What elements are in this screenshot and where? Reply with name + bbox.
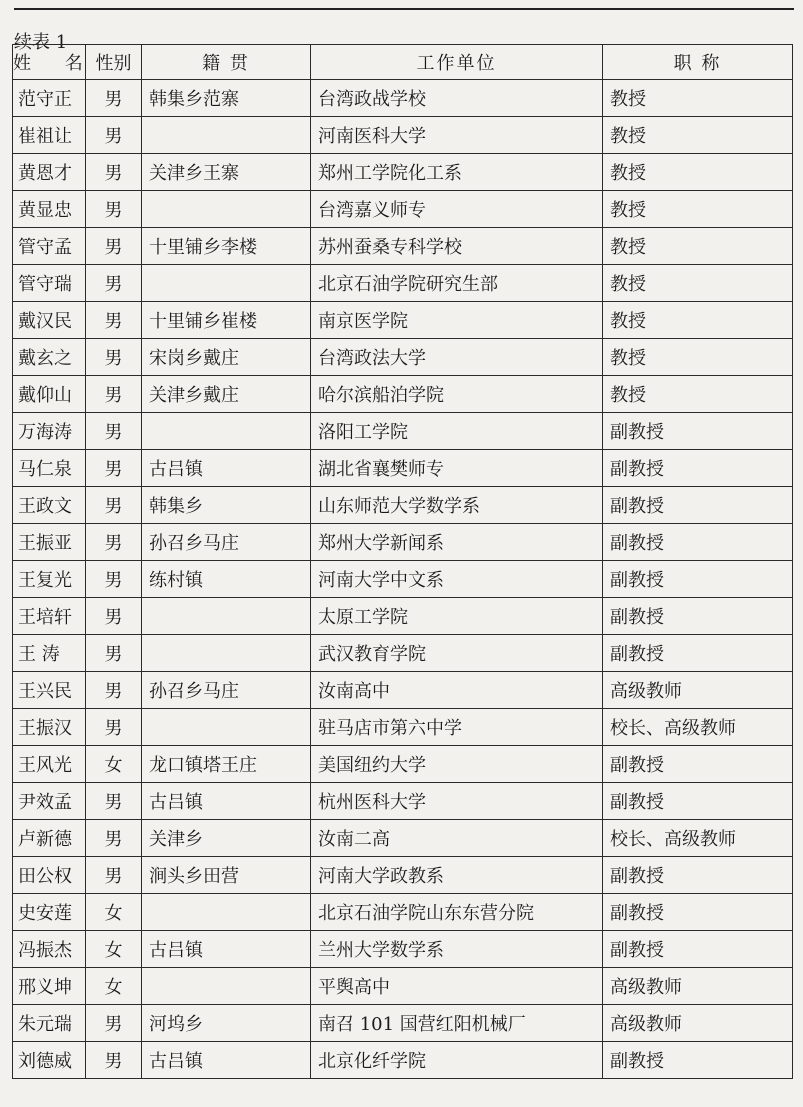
cell-gender: 男 — [86, 265, 142, 302]
cell-native-place: 练村镇 — [142, 561, 311, 598]
table-row — [13, 598, 793, 635]
cell-work-unit: 台湾嘉义师专 — [311, 191, 603, 228]
cell-gender: 男 — [86, 487, 142, 524]
cell-gender: 男 — [86, 302, 142, 339]
column-header-native-place: 籍 贯 — [142, 45, 311, 80]
cell-work-unit: 美国纽约大学 — [311, 746, 603, 783]
cell-name: 王政文 — [13, 487, 86, 524]
cell-work-unit: 郑州大学新闻系 — [311, 524, 603, 561]
cell-native-place: 韩集乡范寨 — [142, 80, 311, 117]
cell-name: 万海涛 — [13, 413, 86, 450]
cell-work-unit: 湖北省襄樊师专 — [311, 450, 603, 487]
cell-gender: 男 — [86, 1042, 142, 1079]
cell-native-place: 关津乡戴庄 — [142, 376, 311, 413]
cell-name: 范守正 — [13, 80, 86, 117]
cell-name: 王 涛 — [13, 635, 86, 672]
cell-name: 崔祖让 — [13, 117, 86, 154]
cell-job-title: 副教授 — [603, 857, 793, 894]
cell-native-place: 孙召乡马庄 — [142, 524, 311, 561]
cell-work-unit: 南京医学院 — [311, 302, 603, 339]
cell-work-unit: 太原工学院 — [311, 598, 603, 635]
cell-gender: 男 — [86, 154, 142, 191]
cell-work-unit: 杭州医科大学 — [311, 783, 603, 820]
cell-work-unit: 河南大学中文系 — [311, 561, 603, 598]
cell-native-place — [142, 968, 311, 1005]
cell-gender: 女 — [86, 931, 142, 968]
cell-job-title: 副教授 — [603, 561, 793, 598]
table-row — [13, 265, 793, 302]
cell-gender: 男 — [86, 339, 142, 376]
cell-gender: 男 — [86, 524, 142, 561]
cell-name: 刘德威 — [13, 1042, 86, 1079]
cell-name: 冯振杰 — [13, 931, 86, 968]
cell-work-unit: 苏州蚕桑专科学校 — [311, 228, 603, 265]
cell-gender: 男 — [86, 635, 142, 672]
cell-gender: 男 — [86, 1005, 142, 1042]
cell-native-place: 古吕镇 — [142, 450, 311, 487]
cell-native-place — [142, 709, 311, 746]
cell-native-place: 孙召乡马庄 — [142, 672, 311, 709]
table-row — [13, 857, 793, 894]
cell-native-place — [142, 117, 311, 154]
cell-gender: 男 — [86, 450, 142, 487]
cell-job-title: 副教授 — [603, 524, 793, 561]
cell-name: 管守瑞 — [13, 265, 86, 302]
table-row — [13, 487, 793, 524]
cell-gender: 男 — [86, 709, 142, 746]
cell-work-unit: 郑州工学院化工系 — [311, 154, 603, 191]
table-row — [13, 117, 793, 154]
table-row — [13, 450, 793, 487]
cell-native-place: 龙口镇塔王庄 — [142, 746, 311, 783]
cell-name: 王振汉 — [13, 709, 86, 746]
table-row — [13, 709, 793, 746]
cell-work-unit: 河南医科大学 — [311, 117, 603, 154]
table-row — [13, 746, 793, 783]
cell-gender: 男 — [86, 413, 142, 450]
table-row — [13, 931, 793, 968]
cell-name: 尹效孟 — [13, 783, 86, 820]
cell-work-unit: 驻马店市第六中学 — [311, 709, 603, 746]
cell-gender: 男 — [86, 783, 142, 820]
cell-name: 戴汉民 — [13, 302, 86, 339]
table-row — [13, 228, 793, 265]
cell-work-unit: 兰州大学数学系 — [311, 931, 603, 968]
cell-name: 史安莲 — [13, 894, 86, 931]
cell-job-title: 副教授 — [603, 413, 793, 450]
cell-work-unit: 哈尔滨船泊学院 — [311, 376, 603, 413]
cell-gender: 男 — [86, 820, 142, 857]
cell-native-place: 关津乡 — [142, 820, 311, 857]
cell-work-unit: 平舆高中 — [311, 968, 603, 1005]
table-row — [13, 1005, 793, 1042]
cell-gender: 男 — [86, 191, 142, 228]
table-row — [13, 820, 793, 857]
cell-native-place: 关津乡王寨 — [142, 154, 311, 191]
cell-native-place: 古吕镇 — [142, 931, 311, 968]
cell-work-unit: 南召 101 国营红阳机械厂 — [311, 1005, 603, 1042]
cell-name: 王兴民 — [13, 672, 86, 709]
column-header-work-unit: 工作单位 — [311, 45, 603, 80]
cell-native-place: 十里铺乡崔楼 — [142, 302, 311, 339]
cell-job-title: 教授 — [603, 117, 793, 154]
cell-name: 王风光 — [13, 746, 86, 783]
cell-job-title: 教授 — [603, 191, 793, 228]
table-row — [13, 376, 793, 413]
cell-work-unit: 洛阳工学院 — [311, 413, 603, 450]
cell-name: 王复光 — [13, 561, 86, 598]
table-row — [13, 635, 793, 672]
cell-job-title: 教授 — [603, 302, 793, 339]
cell-native-place: 涧头乡田营 — [142, 857, 311, 894]
personnel-table — [12, 44, 793, 1079]
cell-gender: 男 — [86, 228, 142, 265]
table-row — [13, 339, 793, 376]
table-row — [13, 894, 793, 931]
top-rule — [14, 8, 794, 10]
cell-job-title: 副教授 — [603, 1042, 793, 1079]
cell-native-place — [142, 191, 311, 228]
cell-native-place: 韩集乡 — [142, 487, 311, 524]
cell-work-unit: 汝南二高 — [311, 820, 603, 857]
cell-job-title: 高级教师 — [603, 1005, 793, 1042]
cell-job-title: 副教授 — [603, 487, 793, 524]
table-row — [13, 302, 793, 339]
cell-job-title: 校长、高级教师 — [603, 820, 793, 857]
cell-job-title: 高级教师 — [603, 968, 793, 1005]
cell-name: 卢新德 — [13, 820, 86, 857]
table-row — [13, 191, 793, 228]
cell-native-place — [142, 894, 311, 931]
cell-work-unit: 台湾政战学校 — [311, 80, 603, 117]
table-row — [13, 413, 793, 450]
table-row — [13, 968, 793, 1005]
table-row — [13, 1042, 793, 1079]
table-header-row — [13, 45, 793, 80]
column-header-gender: 性别 — [86, 45, 142, 80]
table-body — [13, 80, 793, 1079]
cell-name: 马仁泉 — [13, 450, 86, 487]
cell-native-place — [142, 598, 311, 635]
cell-gender: 女 — [86, 894, 142, 931]
cell-gender: 男 — [86, 376, 142, 413]
cell-work-unit: 河南大学政教系 — [311, 857, 603, 894]
cell-native-place: 宋岗乡戴庄 — [142, 339, 311, 376]
column-header-job-title: 职 称 — [603, 45, 793, 80]
cell-native-place — [142, 635, 311, 672]
cell-native-place — [142, 265, 311, 302]
cell-native-place: 河坞乡 — [142, 1005, 311, 1042]
cell-gender: 男 — [86, 598, 142, 635]
cell-job-title: 教授 — [603, 80, 793, 117]
cell-job-title: 教授 — [603, 339, 793, 376]
cell-work-unit: 北京化纤学院 — [311, 1042, 603, 1079]
cell-job-title: 副教授 — [603, 783, 793, 820]
cell-name: 戴仰山 — [13, 376, 86, 413]
cell-gender: 女 — [86, 746, 142, 783]
cell-job-title: 副教授 — [603, 635, 793, 672]
table-row — [13, 783, 793, 820]
cell-name: 管守孟 — [13, 228, 86, 265]
cell-work-unit: 山东师范大学数学系 — [311, 487, 603, 524]
table-caption: 续表 1 — [14, 32, 68, 53]
cell-name: 田公权 — [13, 857, 86, 894]
cell-job-title: 副教授 — [603, 746, 793, 783]
cell-name: 王振亚 — [13, 524, 86, 561]
cell-name: 朱元瑞 — [13, 1005, 86, 1042]
cell-job-title: 副教授 — [603, 450, 793, 487]
cell-job-title: 副教授 — [603, 894, 793, 931]
cell-name: 黄显忠 — [13, 191, 86, 228]
table-row — [13, 154, 793, 191]
cell-native-place — [142, 413, 311, 450]
cell-gender: 男 — [86, 117, 142, 154]
cell-name: 戴玄之 — [13, 339, 86, 376]
table-row — [13, 524, 793, 561]
cell-job-title: 校长、高级教师 — [603, 709, 793, 746]
cell-name: 邢义坤 — [13, 968, 86, 1005]
cell-job-title: 副教授 — [603, 598, 793, 635]
cell-job-title: 教授 — [603, 228, 793, 265]
cell-work-unit: 北京石油学院山东东营分院 — [311, 894, 603, 931]
cell-gender: 男 — [86, 672, 142, 709]
cell-work-unit: 武汉教育学院 — [311, 635, 603, 672]
cell-job-title: 教授 — [603, 154, 793, 191]
cell-gender: 男 — [86, 561, 142, 598]
table-row — [13, 561, 793, 598]
cell-gender: 男 — [86, 857, 142, 894]
cell-native-place: 古吕镇 — [142, 1042, 311, 1079]
cell-work-unit: 台湾政法大学 — [311, 339, 603, 376]
cell-job-title: 教授 — [603, 376, 793, 413]
cell-gender: 男 — [86, 80, 142, 117]
cell-work-unit: 汝南高中 — [311, 672, 603, 709]
table-row — [13, 672, 793, 709]
cell-job-title: 高级教师 — [603, 672, 793, 709]
cell-name: 黄恩才 — [13, 154, 86, 191]
table-row — [13, 80, 793, 117]
cell-gender: 女 — [86, 968, 142, 1005]
cell-native-place: 古吕镇 — [142, 783, 311, 820]
cell-job-title: 教授 — [603, 265, 793, 302]
column-header-name: 姓 名 — [13, 45, 86, 80]
cell-name: 王培轩 — [13, 598, 86, 635]
cell-work-unit: 北京石油学院研究生部 — [311, 265, 603, 302]
cell-native-place: 十里铺乡李楼 — [142, 228, 311, 265]
cell-job-title: 副教授 — [603, 931, 793, 968]
